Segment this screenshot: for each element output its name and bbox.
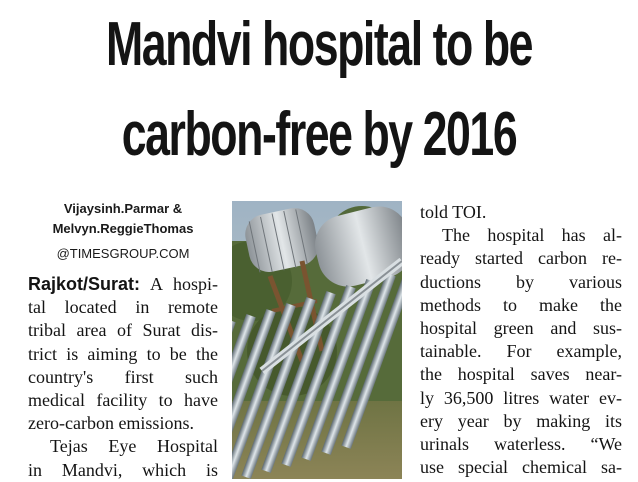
column-line: urinals waterless. “We xyxy=(420,433,622,454)
dateline: Rajkot/Surat: xyxy=(28,274,141,294)
column-line: ductions by various xyxy=(420,271,622,292)
byline-author-2: Melvyn.ReggieThomas xyxy=(52,221,194,236)
column-line: medical facility to have xyxy=(28,389,218,410)
column-line: The hospital has al- xyxy=(442,225,622,246)
column-line: use special chemical sa- xyxy=(420,457,622,478)
column-line: methods to make the xyxy=(420,294,622,315)
article-column-2 xyxy=(420,201,622,479)
column-line: tainable. For example, xyxy=(420,341,622,362)
column-line: ery year by making its xyxy=(420,410,622,431)
headline-line-1: Mandvi hospital to be xyxy=(105,10,533,79)
column-line: country's first such xyxy=(28,366,218,387)
byline-handle: @TIMESGROUP.COM xyxy=(56,246,190,261)
column-line: the hospital saves near- xyxy=(420,364,622,385)
column-line: hospital green and sus- xyxy=(420,317,622,338)
column-line: tal located in remote xyxy=(28,297,218,318)
byline-author-1: Vijaysinh.Parmar & xyxy=(63,201,183,216)
solar-water-heater-photo xyxy=(232,201,402,479)
article-column-1 xyxy=(28,273,218,482)
column-line: tribal area of Surat dis- xyxy=(28,320,218,341)
headline-line-2: carbon-free by 2016 xyxy=(121,100,517,169)
column-line: ready started carbon re- xyxy=(420,248,622,269)
column-line: told TOI. xyxy=(420,202,487,222)
column-line: zero-carbon emissions. xyxy=(28,413,194,434)
column-line: trict is aiming to be the xyxy=(28,343,218,364)
column-line xyxy=(28,273,218,296)
column-line: in Mandvi, which is xyxy=(28,459,218,480)
column-line: ly 36,500 litres water ev- xyxy=(420,387,622,408)
column-line: Tejas Eye Hospital xyxy=(50,436,218,457)
column-line-text: A hospi- xyxy=(150,274,218,294)
